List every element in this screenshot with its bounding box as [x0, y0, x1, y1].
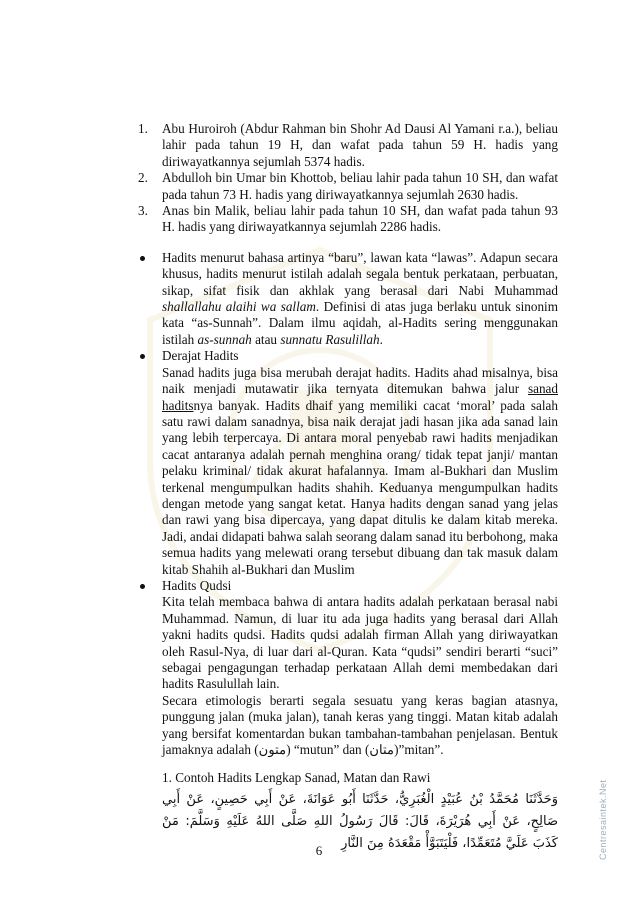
list-item: 1. Abu Huroiroh (Abdur Rahman bin Shohr Ad Dausi Al Yamani r.a.), beliau lahir pada tahun 19 H, dan wafat pada tahun 59 H. hadis yang diriwayatkannya sejumlah 5374 hadis.	[138, 121, 558, 169]
list-item: 3. Anas bin Malik, beliau lahir pada tahun 10 SH, dan wafat pada tahun 93 H. hadis yang diriwayatkannya sejumlah 2286 hadis.	[138, 203, 558, 235]
side-watermark-text: Centresaintek.Net	[598, 779, 608, 860]
bullet-derajat-hadits	[138, 348, 558, 578]
page-content	[138, 121, 558, 855]
bullet-icon	[140, 354, 145, 359]
bullet-hadits-qudsi	[138, 578, 558, 758]
bullet-list	[138, 250, 558, 759]
paragraph: Kita telah membaca bahwa di antara hadits adalah perkataan berasal nabi Muhammad. Namun, di luar itu ada juga hadits yang berasal dari Allah yakni hadits qudsi. Hadits qudsi adalah firman Allah yang diriwayatkan oleh Rasul-Nya, di luar dari al-Quran. Kata “qudsi” sendiri berarti “suci” sebagai pengagungan terhadap perkataan Allah demi membedakan dari hadits Rasulullah lain.	[162, 594, 558, 692]
bullet-icon	[140, 256, 145, 261]
bullet-icon	[140, 584, 145, 589]
page-number: 6	[315, 843, 323, 858]
list-item: 2. Abdulloh bin Umar bin Khottob, beliau lahir pada tahun 10 SH, dan wafat pada tahun 73 H. hadis yang diriwayatkannya sejumlah 2630 hadis.	[138, 170, 558, 202]
example-heading: 1. Contoh Hadits Lengkap Sanad, Matan dan Rawi	[162, 770, 431, 786]
paragraph: Secara etimologis berarti segala sesuatu yang keras bagian atasnya, punggung jalan (muka jalan), tanah keras yang tinggi. Matan kitab adalah yang bersifat komentardan bukan tambahan-tambahan penjelasan. Bentuk jamaknya adalah (متون) “mutun” dan (متان)”mitan”.	[162, 692, 558, 758]
section-title: Hadits Qudsi	[162, 577, 232, 593]
narrator-list	[138, 121, 558, 236]
paragraph: Sanad hadits juga bisa merubah derajat hadits. Hadits ahad misalnya, bisa naik menjadi mutawatir jika ternyata ditemukan bahwa jalur sanad haditsnya banyak. Hadits dhaif yang memiliki cacat ‘moral’ pada salah satu rawi dalam sanadnya, bisa naik derajat jadi hasan jika ada sanad lain yang lebih terpercaya. Di antara moral penyebab rawi hadits menjadikan cacat antaranya adalah pernah menghina orang/ tidak tepat janji/ mantan pelaku kriminal/ tidak akurat hafalannya. Imam al-Bukhari dan Muslim terkenal mengumpulkan hadits shahih. Keduanya mengumpulkan hadits dengan metode yang sangat ketat. Hanya hadits dengan sanad yang jelas dan rawi yang bisa dipercaya, yang dapat ditulis ke dalam kitab mereka. Jadi, andai didapati bahwa salah seorang dalam sanad itu berbohong, maka semua hadits yang melewati orang tersebut dibuang dan tak masuk dalam kitab Shahih al-Bukhari dan Muslim	[162, 364, 558, 577]
section-title: Derajat Hadits	[162, 348, 239, 364]
bullet-hadits-definition: Hadits menurut bahasa artinya “baru”, lawan kata “lawas”. Adapun secara khusus, hadits menurut istilah adalah segala bentuk perkataan, perbuatan, sikap, sifat fisik dan akhlak yang berasal dari Nabi Muhammad shallallahu alaihi wa sallam. Definisi di atas juga berlaku untuk sinonim kata “as-Sunnah”. Dalam ilmu aqidah, al-Hadits sering menggunakan istilah as-sunnah atau sunnatu Rasulillah.	[138, 250, 558, 348]
arabic-hadith-text: وَحَدَّثَنَا مُحَمَّدُ بْنُ عُبَيْدٍ الْغُبَرِيُّ، حَدَّثَنَا أَبُو عَوَانَةَ، عَنْ أَبِي حَصِينٍ، عَنْ أَبِي صَالِحٍ، عَنْ أَبِي هُرَيْرَةَ، قَالَ: قَالَ رَسُولُ اللهِ صَلَّى اللهُ عَلَيْهِ وَسَلَّمَ: مَنْ كَذَبَ عَلَيَّ مُتَعَمِّدًا، فَلْيَتَبَوَّأْ مَقْعَدَهُ مِنَ النَّارِ	[162, 791, 558, 851]
